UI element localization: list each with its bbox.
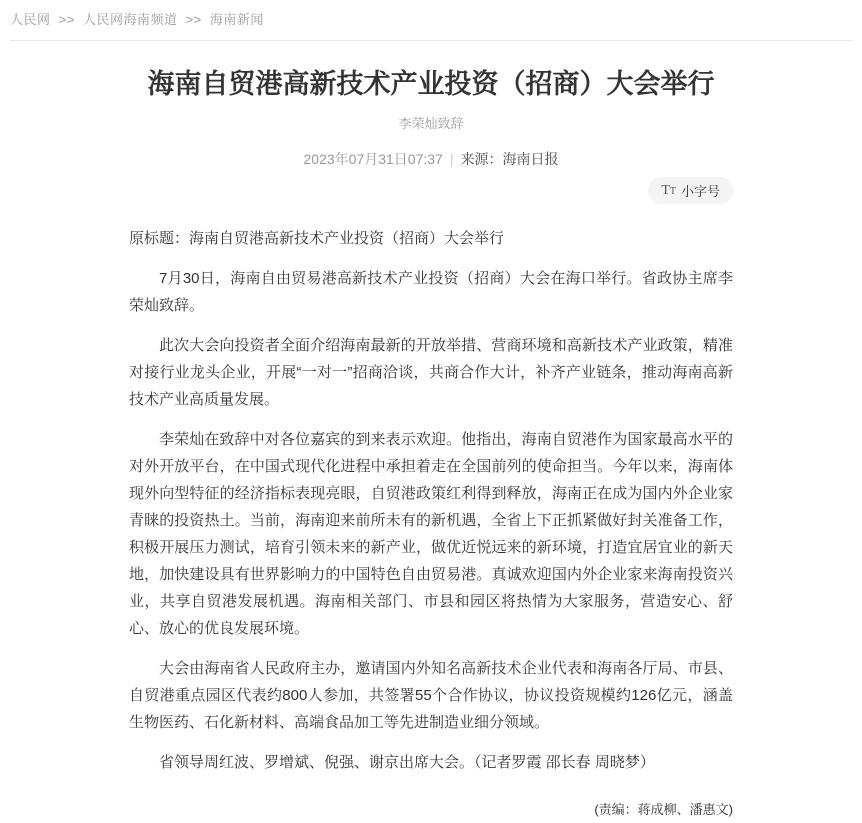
breadcrumb [0,0,862,28]
article-meta [129,149,733,169]
article-paragraph: 省领导周红波、罗增斌、倪强、谢京出席大会。（记者罗霞 邵长春 周晓梦） [159,754,655,772]
header-divider [10,40,852,41]
font-size-button-label: 小字号 [680,184,720,200]
article-paragraph: 7月30日，海南自由贸易港高新技术产业投资（招商）大会在海口举行。省政协主席李荣灿致辞。 [129,270,733,315]
font-size-icon: TT [661,183,676,199]
article-toolbar [129,177,733,203]
breadcrumb-separator: >> [185,12,202,27]
article-paragraph: 此次大会向投资者全面介绍海南最新的开放举措、营商环境和高新技术产业政策，精准对接行业龙头企业，开展“一对一”招商洽谈，共商合作大计，补齐产业链条，推动海南高新技术产业高质量发展。 [129,337,733,409]
article-paragraph: 大会由海南省人民政府主办，邀请国内外知名高新技术企业代表和海南各厅局、市县、自贸港重点园区代表约800人参加，共签署55个合作协议，协议投资规模约126亿元，涵盖生物医药、石化新材料、高端食品加工等先进制造业细分领域。 [129,660,733,732]
meta-separator: | [449,151,454,168]
source-label: 来源： [460,151,503,168]
article-date: 2023年07月31日07:37 [303,151,443,168]
breadcrumb-link-people[interactable]: 人民网 [10,12,51,27]
breadcrumb-link-hainan-channel[interactable]: 人民网海南频道 [82,12,178,27]
article-subtitle: 李荣灿致辞 [398,116,464,132]
breadcrumb-separator: >> [58,12,75,27]
article-source: 海南日报 [502,151,559,168]
font-size-button[interactable] [648,177,733,204]
article-column [129,68,733,823]
original-title-line: 原标题：海南自贸港高新技术产业投资（招商）大会举行 [129,230,505,248]
article-paragraph: 李荣灿在致辞中对各位嘉宾的到来表示欢迎。他指出，海南自贸港作为国家最高水平的对外开放平台，在中国式现代化进程中承担着走在全国前列的使命担当。今年以来，海南体现外向型特征的经济指标表现亮眼，自贸港政策红利得到释放，海南正在成为国内外企业家青睐的投资热土。当前，海南迎来前所未有的新机遇，全省上下正抓紧做好封关准备工作，积极开展压力测试，培育引领未来的新产业，做优近悦远来的新环境，打造宜居宜业的新天地，加快建设具有世界影响力的中国特色自由贸易港。真诚欢迎国内外企业家来海南投资兴业，共享自贸港发展机遇。海南相关部门、市县和园区将热情为大家服务，营造安心、舒心、放心的优良发展环境。 [129,431,733,638]
article-body [129,225,733,823]
page-title: 海南自贸港高新技术产业投资（招商）大会举行 [147,69,715,99]
breadcrumb-link-hainan-news[interactable]: 海南新闻 [209,12,264,27]
editor-credit: (责编：蒋成柳、潘惠文) [594,802,733,818]
